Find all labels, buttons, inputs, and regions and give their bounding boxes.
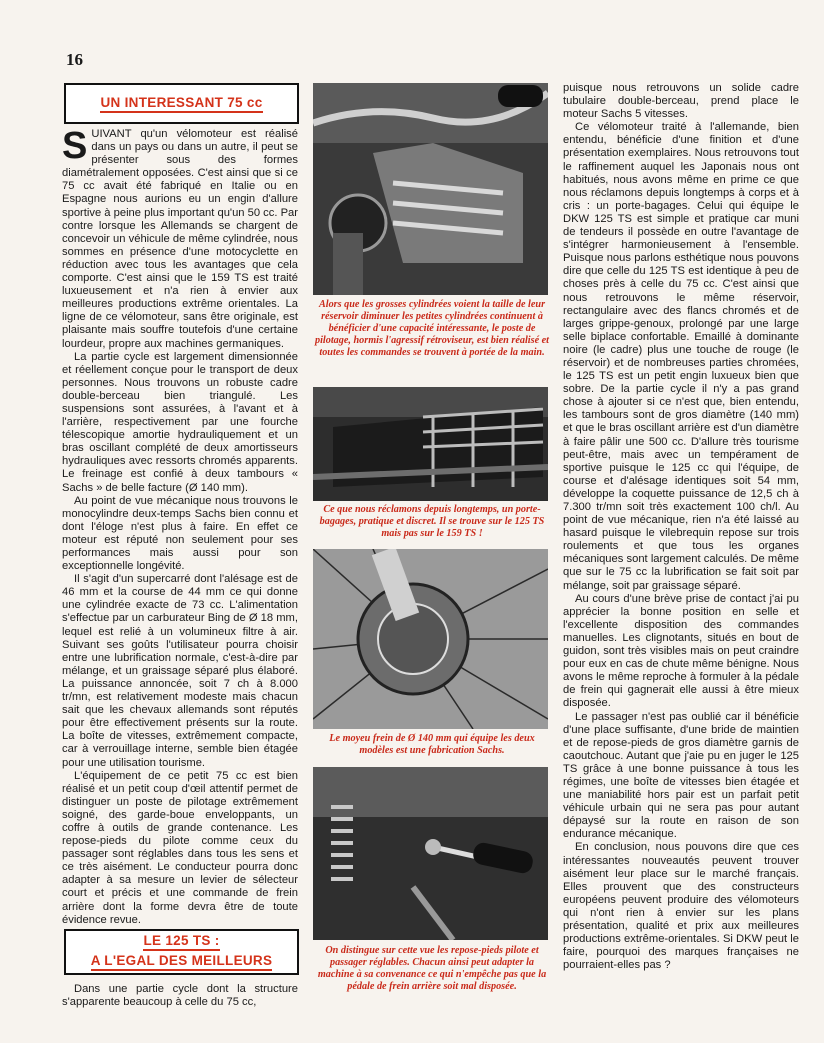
paragraph-1: SUIVANT qu'un vélomoteur est réalisé dans un pays ou dans un autre, il peut se présenter sous des formes diamétralement opposées. C'est ainsi que si ce 75 cc avait été fabriqué en Italie ou en Espagne nous aurions eu un engin d'allure sportive à peine plus important qu'un 50 cc. Par contre lorsque les Allemands se chargent de concevoir un véhicule de même cylindrée, nous sommes en présence d'une motocyclette en réduction avec tous les avantages que cela comporte. C'est ainsi que le 159 TS est traité luxueusement et n'a rien à envier aux meilleures productions extrême orientales. La ligne de ce vélomoteur, sans être originale, est plaisante mais souffre toutefois d'une certaine lourdeur, propre aux machines germaniques. <box>62 125 298 350</box>
heading-line-1: LE 125 TS : <box>143 933 219 951</box>
drop-cap: S <box>62 125 88 167</box>
paragraph-c3-4: Le passager n'est pas oublié car il bénéficie d'une place suffisante, d'une bride de maintien et de repose-pieds de gros diamètre garnis de caoutchouc. Autant que j'aie pu en juger le 125 TS grâce à une bonne puissance à tous les régimes, une boîte de vitesses bien étagée et une maniabilité hors pair est un parfait petit véhicule urbain qui ne sera pas pour autant dépaysé sur la route en raison de son endurance mécanique. <box>563 710 799 841</box>
paragraph-3: Au point de vue mécanique nous trouvons le monocylindre deux-temps Sachs bien connu et dont l'éloge n'est plus à faire. En effet ce moteur est réputé non seulement pour ses performances mais aussi pour son exceptionnelle longévité. <box>62 494 298 573</box>
paragraph-c3-5: En conclusion, nous pouvons dire que ces intéressantes nouveautés peuvent trouver aisément leur place sur le marché français. Elles prouvent que des constructeurs européens peuvent produire des vélomoteurs qui n'ont rien à envier sur les plans présentation, qualité et prix aux meilleures productions extrême-orientales. Si DKW peut le faire, pourquoi des marques françaises ne pourraient-elles pas ? <box>563 841 799 972</box>
article-column-1-continued <box>62 983 298 1009</box>
paragraph-c3-2: Ce vélomoteur traité à l'allemande, bien entendu, bénéficie d'une finition et d'une présentation exemplaires. Nous retrouvons tout le raffinement auquel les Japonais nous ont habitués, nous avons même en prime ce que nous réclamons depuis longtemps à corps et à cris : un porte-bagages. Celui qui équipe le DKW 125 TS est simple et pratique car muni de tendeurs il possède en outre l'avantage de s'intégrer harmonieusement à l'ensemble. Puisque nous parlons esthétique nous pouvons dire que celle du 125 TS est identique à peu de choses près à celle du 75 cc. C'est ainsi que nous retrouvons le même réservoir, rectangulaire avec des flancs chromés et de larges grippe-genoux, prolongé par une large selle biplace confortable. Emaillé à dominante noire (le cadre) plus une touche de rouge (le réservoir) et de nombreuses parties chromées, le 125 TS est un petit engin luxueux bien que sobre. De la partie cycle il n'y a pas grand chose à ajouter si ce n'est que, bien entendu, les tambours sont de gros diamètre (140 mm) et que le bras oscillant arrière est d'un diamètre à faire pâlir une 500 cc. D'allure très tourisme peut-être, mais avec un tempérament de sportive puisque le 125 cc qui l'équipe, de course et d'alésage identiques soit 54 mm, développe la coquette puissance de 12,5 ch à 7.300 tr/mn soit très exactement 100 ch/l. Au point de vue mécanique, rien n'a été laissé au hasard puisque le vilebrequin repose sur trois roulements et que tous les organes mécaniques sont largement calculés. De même que sur le 75 cc la lubrification se fait soit par mélange, soit par graissage séparé. <box>563 121 799 592</box>
caption-2: Ce que nous réclamons depuis longtemps, un porte-bagages, pratique et discret. Il se trouve sur le 125 TS mais pas sur le 159 TS ! <box>319 504 545 539</box>
caption-4: On distingue sur cette vue les repose-pieds pilote et passager réglables. Chacun ainsi peut adapter la machine à sa convenance ce qui n'empêche pas que la pédale de frein arrière soit mal disposée. <box>317 945 547 992</box>
caption-3: Le moyeu frein de Ø 140 mm qui équipe les deux modèles est une fabrication Sachs. <box>329 733 535 756</box>
paragraph-4: Il s'agit d'un supercarré dont l'alésage est de 46 mm et la course de 44 mm ce qui donne une cylindrée exacte de 73 cc. L'alimentation s'effectue par un carburateur Bing de Ø 18 mm, lequel est relié à un volumineux filtre à air. Suivant ses goûts l'utilisateur pourra choisir entre une lubrification normale, c'est-à-dire par mélange, et un graissage séparé plus élaboré. La puissance annoncée, soit 7 ch à 8.000 tr/mn, est relativement modeste mais chacun sait que les chevaux allemands sont réputés pour être effectivement présents sur la route. La boîte de vitesses, extrêmement compacte, car à verrouillage interne, semble bien étagée pour une utilisation tourisme. <box>62 573 298 769</box>
paragraph-c3-1: puisque nous retrouvons un solide cadre tubulaire double-berceau, prend place le moteur Sachs 5 vitesses. <box>563 82 799 121</box>
paragraph-2: La partie cycle est largement dimensionnée et réellement conçue pour le transport de deux personnes. Nous trouvons un robuste cadre double-berceau bien triangulé. Les suspensions sont assurées, à l'avant et à l'arrière, respectivement par une fourche télescopique amortie hydrauliquement et un bras oscillant complété de deux amortisseurs hydrauliques avec ressorts chromés apparents. Le freinage est confié à deux tambours « Sachs » de belle facture (Ø 140 mm). <box>62 350 298 494</box>
caption-1: Alors que les grosses cylindrées voient la taille de leur réservoir diminuer les petites cylindrées continuent à bénéficier d'une capacité intéressante, le poste de pilotage, hormis l'agressif rétroviseur, est bien réalisé et toutes les commandes se trouvent à portée de la main. <box>314 299 550 358</box>
article-column-1 <box>62 125 298 927</box>
photo-footrests <box>313 767 548 940</box>
paragraph-c3-3: Au cours d'une brève prise de contact j'ai pu apprécier la bonne position en selle et l'excellente disposition des commandes manuelles. Les clignotants, situés en bout de guidon, sont très visibles mais on peut craindre pour eux en cas de chute même bénigne. Nous avons le même reproche à formuler à la pédale de frein qui gagnerait elle aussi à être mieux disposée. <box>563 592 799 710</box>
heading-line-2: A L'EGAL DES MEILLEURS <box>91 953 273 971</box>
section-heading-125ts <box>64 929 299 975</box>
heading-text: UN INTERESSANT 75 cc <box>100 95 262 113</box>
photo-brake-hub <box>313 549 548 729</box>
paragraph-5: L'équipement de ce petit 75 cc est bien réalisé et un petit coup d'œil attentif permet de distinguer un poste de pilotage extrêmement soigné, des garde-boue enveloppants, un coffre à outils de grande contenance. Les repose-pieds du pilote comme ceux du passager sont réglables dans tous les sens et ce très aisément. Le conducteur pourra donc adapter à sa mesure un levier de sélecteur court et précis et une commande de frein arrière dont la forme devra être de toute évidence revue. <box>62 769 298 926</box>
paragraph-after-heading: Dans une partie cycle dont la structure s'apparente beaucoup à celle du 75 cc, <box>62 983 298 1009</box>
photo-luggage-rack <box>313 387 548 501</box>
page-number: 16 <box>66 50 83 69</box>
section-heading-75cc <box>64 83 299 124</box>
photo-handlebar-tank <box>313 83 548 295</box>
article-column-3 <box>563 82 799 972</box>
